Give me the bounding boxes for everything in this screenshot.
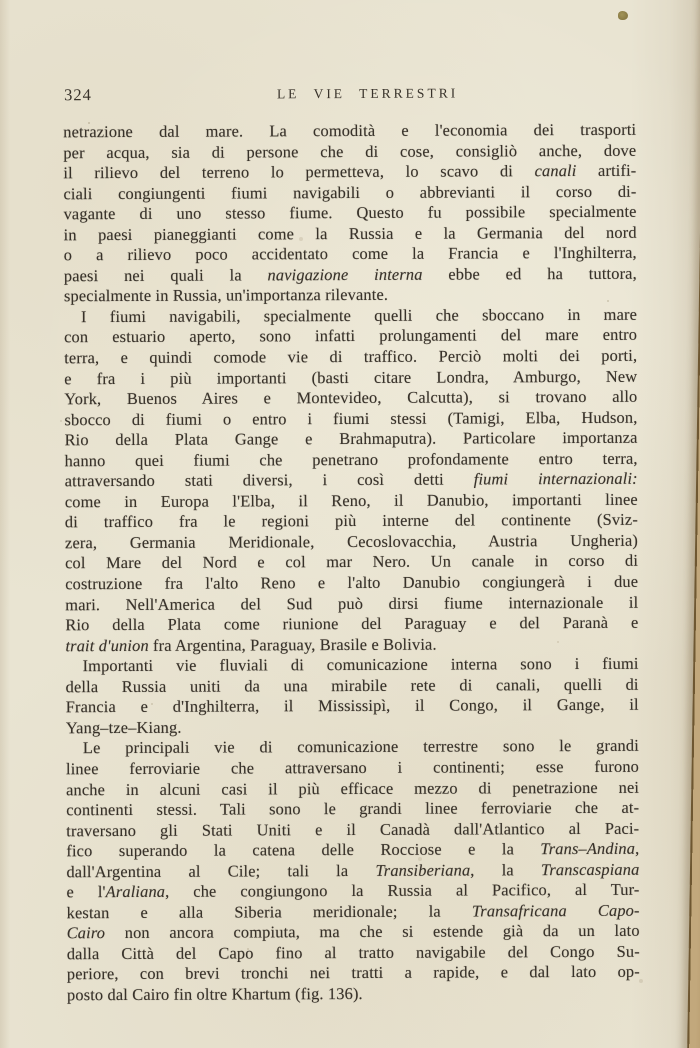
text-line <box>65 551 638 574</box>
text-line <box>65 510 638 533</box>
text-run: con estuario aperto, sono infatti prolungamenti del mare entro <box>64 325 638 347</box>
text-line <box>67 983 640 1006</box>
italic-text-run: Cairo <box>66 923 106 943</box>
page-header <box>63 82 636 104</box>
text-run: ciali congiungenti fiumi navigabili o abbrevianti il corso di- <box>63 181 637 203</box>
text-line <box>66 777 639 800</box>
italic-text-run: canali <box>534 161 577 181</box>
text-line <box>66 736 639 759</box>
text-run: il rilievo del terreno lo permetteva, lo scavo di <box>63 161 535 183</box>
text-line <box>64 222 637 245</box>
text-run: traversano gli Stati Uniti e il Canadà dall'Atlantico al Paci- <box>66 818 640 840</box>
text-line <box>64 243 637 266</box>
text-run: fico superando la catena delle Rocciose e la <box>66 839 541 861</box>
text-line <box>66 798 639 821</box>
text-line <box>66 675 639 698</box>
text-run: col Mare del Nord e col mar Nero. Un canale in corso di <box>65 551 639 573</box>
page-number: 324 <box>64 85 92 105</box>
text-run: come in Europa l'Elba, il Reno, il Danubio, importanti linee <box>64 489 638 512</box>
paragraph <box>63 120 637 307</box>
text-line <box>63 181 636 204</box>
text-run: , la <box>470 859 541 880</box>
running-title: LE VIE TERRESTRI <box>276 85 459 102</box>
text-run: York, Buenos Aires e Montevideo, Calcutta), si trovano allo <box>64 386 638 409</box>
page-content <box>63 82 640 1006</box>
text-line <box>65 469 638 492</box>
paragraph <box>65 654 638 739</box>
text-run: specialmente in Russia, un'importanza rilevante. <box>63 285 389 306</box>
text-line <box>65 613 638 636</box>
text-line <box>64 264 637 287</box>
text-line <box>67 921 640 944</box>
text-line <box>64 407 637 430</box>
text-line <box>66 716 639 739</box>
text-line <box>63 161 636 184</box>
text-run: per acqua, sia di persone che di cose, consigliò anche, dove <box>63 140 637 162</box>
text-run: anche in alcuni casi il più efficace mezzo di penetrazione nei <box>66 777 640 799</box>
text-line <box>64 387 637 410</box>
text-run: , che congiungono la Russia al Pacifico, al Tur- <box>165 879 640 902</box>
text-line <box>65 428 638 451</box>
italic-text-run: Transcaspiana <box>540 859 640 879</box>
ink-stain <box>618 11 628 20</box>
text-line <box>64 325 637 348</box>
text-run: Le principali vie di comunicazione terrestre sono le grandi <box>82 736 639 758</box>
text-run: dall'Argentina al Cile; tali la <box>66 860 376 881</box>
text-run: di traffico fra le regioni più interne del continente (Sviz- <box>64 510 638 532</box>
text-run: ebbe ed ha tuttora, <box>422 263 637 284</box>
text-line <box>63 140 636 163</box>
text-run: Rio della Plata come riunione del Paraguay e del Paranà e <box>65 612 639 635</box>
text-run: terra, e quindi comode vie di traffico. Perciò molti dei porti, <box>64 345 638 368</box>
text-line <box>65 654 638 677</box>
text-line <box>66 757 639 780</box>
text-run: fra Argentina, Paraguay, Brasile e Bolivia. <box>148 634 437 655</box>
text-line <box>66 839 639 862</box>
text-line <box>64 346 637 369</box>
text-line <box>64 366 637 389</box>
book-edge <box>687 0 700 1048</box>
text-run: , <box>635 838 640 858</box>
text-run: kestan e alla Siberia meridionale; la <box>66 901 472 923</box>
text-line <box>65 490 638 513</box>
text-line <box>65 531 638 554</box>
text-run: attraversando stati diversi, i così detti <box>64 469 474 491</box>
italic-text-run: fiumi internazionali: <box>473 469 638 489</box>
text-line <box>67 901 640 924</box>
text-run: continenti stessi. Tali sono le grandi linee ferroviarie che at- <box>66 797 640 820</box>
text-line <box>66 695 639 718</box>
text-line <box>63 120 636 143</box>
text-run: linee ferroviarie che attraversano i continenti; esse furono <box>65 756 640 779</box>
italic-text-run: trait d'union <box>65 635 149 655</box>
text-run: periore, con brevi tronchi nei tratti a rapide, e dal lato op- <box>66 962 640 984</box>
text-line <box>64 284 637 307</box>
text-line <box>65 592 638 615</box>
text-line <box>65 633 638 656</box>
text-line <box>66 818 639 841</box>
text-line <box>65 572 638 595</box>
text-run: mari. Nell'America del Sud può dirsi fiume internazionale il <box>65 592 639 614</box>
text-run: Rio della Plata Gange e Brahmaputra). Particolare importanza <box>64 427 638 450</box>
text-line <box>67 942 640 965</box>
page-body <box>63 120 640 1006</box>
text-run: o a rilievo poco accidentato come la Francia e l'Inghilterra, <box>63 243 637 265</box>
italic-text-run: navigazione interna <box>267 264 423 285</box>
text-line <box>64 202 637 225</box>
italic-text-run: Trans–Andina <box>540 838 636 859</box>
text-run: artifi- <box>576 160 637 181</box>
text-run: Yang–tze–Kiang. <box>65 717 182 738</box>
text-line <box>66 859 639 882</box>
text-run: posto dal Cairo fin oltre Khartum (fig. 136). <box>66 983 363 1005</box>
italic-text-run: Transafricana Capo- <box>471 900 640 921</box>
text-run: sbocco di fiumi o entro i fiumi stessi (Tamigi, Elba, Hudson, <box>64 407 638 429</box>
text-run: vagante di uno stesso fiume. Questo fu possibile specialmente <box>63 201 637 224</box>
paper-specks <box>0 0 2 2</box>
text-run: della Russia uniti da una mirabile rete di canali, quelli di <box>65 674 639 697</box>
italic-text-run: Araliana <box>105 882 166 902</box>
italic-text-run: Transiberiana <box>375 860 471 880</box>
text-run: hanno quei fiumi che penetrano profondamente entro terra, <box>64 448 638 470</box>
text-run: Importanti vie fluviali di comunicazione interna sono i fiumi <box>82 653 639 676</box>
text-run: zera, Germania Meridionale, Cecoslovacchia, Austria Ungheria) <box>64 530 639 553</box>
text-run: I fiumi navigabili, specialmente quelli che sboccano in mare <box>80 304 638 327</box>
text-run: e fra i più importanti (basti citare Londra, Amburgo, New <box>64 366 638 388</box>
text-run: non ancora compiuta, ma che si estende già da un lato <box>105 921 640 943</box>
paragraph <box>64 305 639 657</box>
paragraph <box>66 736 640 1006</box>
text-run: Francia e d'Inghilterra, il Mississipì, il Congo, il Gange, il <box>65 695 639 717</box>
text-run: paesi nei quali la <box>63 265 268 286</box>
text-line <box>64 305 637 328</box>
text-run: dalla Città del Capo fino al tratto navigabile del Congo Su- <box>66 941 640 964</box>
text-line <box>67 962 640 985</box>
text-line <box>65 448 638 471</box>
text-run: in paesi pianeggianti come la Russia e la Germania del nord <box>63 222 637 244</box>
text-line <box>66 880 639 903</box>
text-run: e l' <box>66 882 106 902</box>
text-run: costruzione fra l'alto Reno e l'alto Danubio congiungerà i due <box>65 571 639 594</box>
text-run: netrazione dal mare. La comodità e l'economia dei trasporti <box>63 119 637 142</box>
